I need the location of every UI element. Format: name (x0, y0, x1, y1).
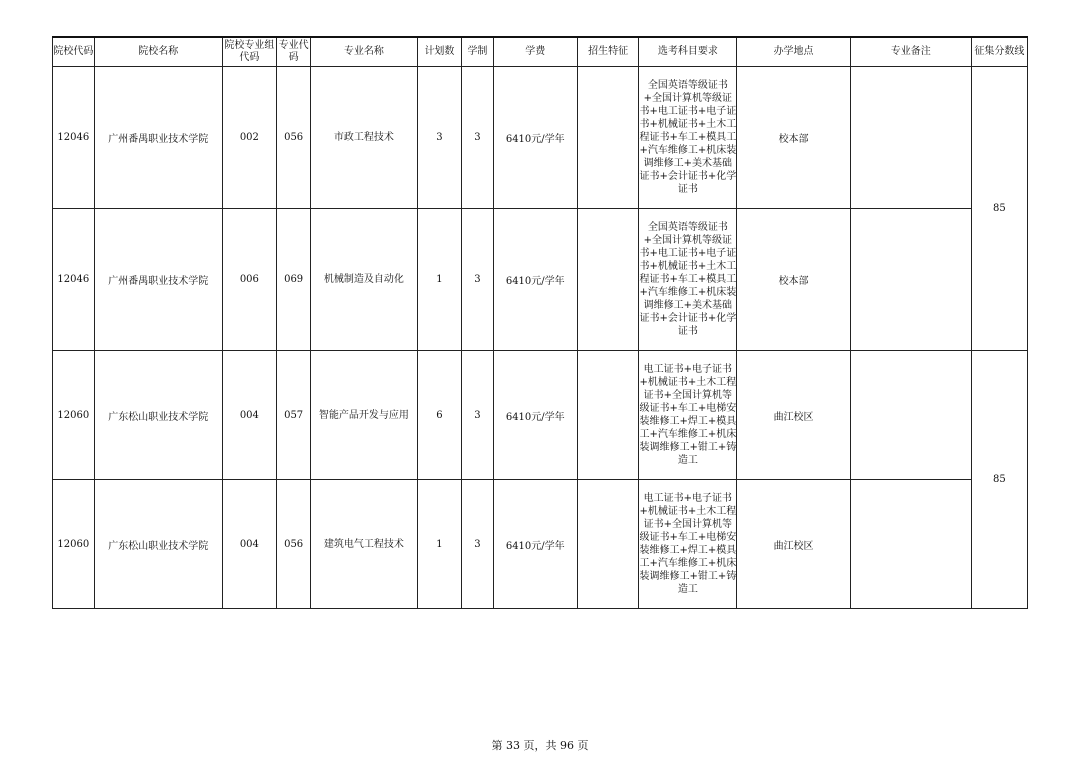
school-name-cell: 广东松山职业技术学院 (94, 480, 222, 609)
location-cell: 曲江校区 (737, 351, 851, 480)
school-name-cell: 广州番禺职业技术学院 (94, 209, 222, 351)
fee-cell: 6410元/学年 (493, 480, 577, 609)
table-row (53, 67, 1028, 209)
years-cell: 3 (462, 351, 493, 480)
header-major-name: 专业名称 (311, 37, 417, 67)
header-cutoff: 征集分数线 (971, 37, 1027, 67)
years-cell: 3 (462, 480, 493, 609)
header-major-code: 专业代码 (276, 37, 310, 67)
major-name-cell: 建筑电气工程技术 (311, 480, 417, 609)
table-row (53, 209, 1028, 351)
school-code-cell: 12060 (53, 351, 95, 480)
remarks-cell (850, 480, 971, 609)
location-cell: 曲江校区 (737, 480, 851, 609)
cutoff-cell: 85 (971, 351, 1027, 609)
years-cell: 3 (462, 67, 493, 209)
admission-table (52, 36, 1028, 609)
header-school-name: 院校名称 (94, 37, 222, 67)
plan-cell: 1 (417, 480, 462, 609)
requirements-cell: 全国英语等级证书+全国计算机等级证书+电工证书+电子证书+机械证书+土木工程证书+车工+模具工+汽车维修工+机床装调维修工+美术基础证书+会计证书+化学证书 (639, 67, 737, 209)
major-name-cell: 智能产品开发与应用 (311, 351, 417, 480)
location-cell: 校本部 (737, 67, 851, 209)
header-requirements: 选考科目要求 (639, 37, 737, 67)
table-row (53, 480, 1028, 609)
remarks-cell (850, 209, 971, 351)
header-row (53, 37, 1028, 67)
fee-cell: 6410元/学年 (493, 209, 577, 351)
header-years: 学制 (462, 37, 493, 67)
features-cell (577, 67, 638, 209)
group-code-cell: 006 (222, 209, 276, 351)
features-cell (577, 351, 638, 480)
header-school-code: 院校代码 (53, 37, 95, 67)
remarks-cell (850, 67, 971, 209)
school-code-cell: 12046 (53, 209, 95, 351)
group-code-cell: 004 (222, 351, 276, 480)
fee-cell: 6410元/学年 (493, 351, 577, 480)
header-remarks: 专业备注 (850, 37, 971, 67)
requirements-cell: 全国英语等级证书+全国计算机等级证书+电工证书+电子证书+机械证书+土木工程证书+车工+模具工+汽车维修工+机床装调维修工+美术基础证书+会计证书+化学证书 (639, 209, 737, 351)
major-name-cell: 机械制造及自动化 (311, 209, 417, 351)
major-name-cell: 市政工程技术 (311, 67, 417, 209)
school-name-cell: 广东松山职业技术学院 (94, 351, 222, 480)
table-row (53, 351, 1028, 480)
header-fee: 学费 (493, 37, 577, 67)
major-code-cell: 069 (276, 209, 310, 351)
location-cell: 校本部 (737, 209, 851, 351)
requirements-cell: 电工证书+电子证书+机械证书+土木工程证书+全国计算机等级证书+车工+电梯安装维修工+焊工+模具工+汽车维修工+机床装调维修工+钳工+铸造工 (639, 480, 737, 609)
school-code-cell: 12060 (53, 480, 95, 609)
features-cell (577, 209, 638, 351)
group-code-cell: 002 (222, 67, 276, 209)
header-location: 办学地点 (737, 37, 851, 67)
years-cell: 3 (462, 209, 493, 351)
header-group-code: 院校专业组代码 (222, 37, 276, 67)
fee-cell: 6410元/学年 (493, 67, 577, 209)
header-features: 招生特征 (577, 37, 638, 67)
page-footer: 第 33 页，共 96 页 (491, 739, 589, 752)
remarks-cell (850, 351, 971, 480)
features-cell (577, 480, 638, 609)
major-code-cell: 056 (276, 480, 310, 609)
school-name-cell: 广州番禺职业技术学院 (94, 67, 222, 209)
school-code-cell: 12046 (53, 67, 95, 209)
plan-cell: 3 (417, 67, 462, 209)
cutoff-cell: 85 (971, 67, 1027, 351)
group-code-cell: 004 (222, 480, 276, 609)
header-plan: 计划数 (417, 37, 462, 67)
major-code-cell: 057 (276, 351, 310, 480)
plan-cell: 6 (417, 351, 462, 480)
requirements-cell: 电工证书+电子证书+机械证书+土木工程证书+全国计算机等级证书+车工+电梯安装维修工+焊工+模具工+汽车维修工+机床装调维修工+钳工+铸造工 (639, 351, 737, 480)
plan-cell: 1 (417, 209, 462, 351)
major-code-cell: 056 (276, 67, 310, 209)
